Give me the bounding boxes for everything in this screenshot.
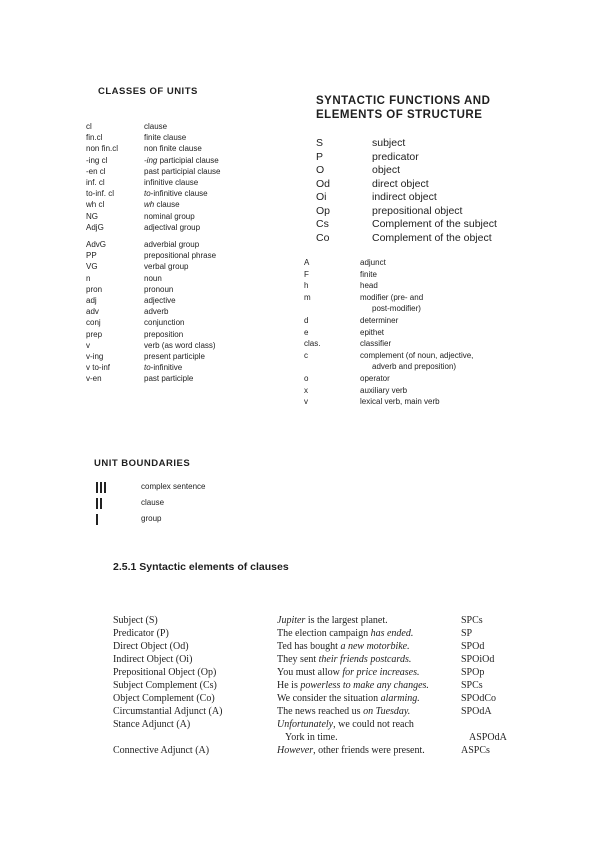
clause-pattern: SPOp — [461, 667, 485, 678]
unit-desc-italic: to — [144, 189, 151, 199]
element-row — [304, 327, 574, 339]
function-abbr: S — [316, 137, 324, 149]
function-row — [316, 151, 516, 165]
example-text: The election campaign — [277, 628, 371, 639]
clause-example — [277, 614, 461, 627]
element-abbr: m — [304, 292, 311, 302]
unit-desc — [144, 317, 286, 328]
element-abbr: v — [304, 397, 308, 407]
element-abbr: h — [304, 281, 309, 291]
clause-element-blank — [113, 731, 277, 744]
unit-row — [86, 188, 286, 199]
function-desc: direct object — [372, 177, 429, 190]
example-italic: alarming. — [380, 693, 420, 704]
function-abbr: Op — [316, 204, 331, 217]
example-italic: However — [277, 745, 314, 756]
example-text: The news reached us — [277, 706, 364, 717]
unit-row — [86, 261, 286, 272]
unit-desc — [144, 329, 286, 340]
clause-row — [113, 640, 529, 653]
unit-desc — [144, 306, 286, 317]
element-row-cont — [304, 303, 574, 315]
classes-of-units-heading: CLASSES OF UNITS — [98, 86, 198, 97]
unit-abbr: v — [86, 340, 90, 350]
classes-of-units-list — [86, 121, 286, 385]
unit-desc-text: clause — [154, 200, 180, 210]
example-text: is the largest planet. — [305, 615, 388, 626]
clause-element: Predicator (P) — [113, 628, 169, 639]
element-abbr: e — [304, 327, 309, 337]
example-italic: on Tuesday. — [363, 706, 411, 717]
example-text: , we could not reach — [333, 719, 414, 730]
unit-desc-text: adverb — [144, 307, 169, 317]
function-desc: Complement of the object — [372, 231, 492, 244]
element-desc: complement (of noun, adjective, — [360, 350, 474, 360]
boundary-label: clause — [141, 498, 165, 507]
unit-desc-italic: to — [144, 363, 151, 373]
unit-desc — [144, 250, 286, 261]
unit-abbr: v-ing — [86, 352, 104, 362]
boundary-row-complex-sentence — [96, 479, 205, 495]
element-desc: adjunct — [360, 258, 386, 267]
clause-element: Circumstantial Adjunct (A) — [113, 706, 223, 717]
unit-desc-text: adverbial group — [144, 240, 200, 250]
unit-desc-text: present participle — [144, 352, 205, 362]
element-desc-cont: post-modifier) — [372, 304, 421, 314]
element-desc: head — [360, 281, 378, 291]
unit-row — [86, 306, 286, 317]
unit-desc — [144, 284, 286, 295]
element-desc-cont: adverb and preposition) — [372, 362, 457, 372]
unit-abbr: AdjG — [86, 222, 104, 232]
example-text: We consider the situation — [277, 693, 381, 704]
clause-row — [113, 614, 529, 627]
unit-desc — [144, 351, 286, 362]
unit-desc-text: nominal group — [144, 211, 195, 221]
element-desc: epithet — [360, 327, 385, 337]
unit-abbr: n — [86, 273, 91, 283]
example-text: He is — [277, 680, 301, 691]
unit-desc-italic: wh — [144, 200, 155, 210]
clause-row-cont — [113, 731, 529, 744]
unit-desc-text: preposition — [144, 329, 184, 339]
element-desc: modifier (pre- and — [360, 292, 424, 302]
clause-element: Subject Complement (Cs) — [113, 680, 217, 691]
clause-example — [277, 653, 461, 666]
clause-example — [277, 666, 461, 679]
unit-desc — [144, 273, 286, 284]
clause-pattern: SPOdCo — [461, 693, 497, 704]
unit-row — [86, 351, 286, 362]
unit-desc — [144, 188, 286, 199]
element-abbr-blank — [304, 361, 360, 373]
unit-boundaries-list — [96, 479, 205, 527]
function-abbr: Od — [316, 177, 331, 190]
unit-boundaries-heading: UNIT BOUNDARIES — [94, 458, 191, 469]
example-italic: their friends postcards. — [318, 654, 412, 665]
function-desc: prepositional object — [372, 204, 463, 217]
unit-abbr: -ing cl — [86, 155, 108, 165]
unit-desc-text: finite clause — [144, 133, 187, 143]
unit-desc-text: non finite clause — [144, 144, 202, 154]
unit-desc — [144, 261, 286, 272]
element-abbr: c — [304, 350, 308, 360]
function-abbr: O — [316, 164, 325, 176]
function-row — [316, 137, 516, 151]
unit-desc-text: adjective — [144, 296, 176, 306]
element-row — [304, 338, 574, 350]
function-row — [316, 218, 516, 232]
element-row — [304, 385, 574, 397]
unit-desc — [144, 340, 286, 351]
unit-abbr: prep — [86, 329, 103, 339]
unit-abbr: cl — [86, 122, 92, 131]
element-row — [304, 269, 574, 281]
unit-row — [86, 239, 286, 250]
heading-line-2: ELEMENTS OF STRUCTURE — [316, 109, 483, 121]
structure-secondary-list — [304, 257, 574, 408]
example-italic: for price increases. — [342, 667, 420, 678]
example-italic: a new motorbike. — [340, 641, 410, 652]
unit-desc-text: -infinitive clause — [150, 189, 208, 199]
unit-abbr: non fin.cl — [86, 144, 119, 154]
structure-main-list — [316, 137, 516, 245]
unit-abbr: NG — [86, 211, 98, 221]
example-text: , other friends were present. — [313, 745, 425, 756]
unit-desc — [144, 143, 286, 154]
unit-row — [86, 362, 286, 373]
unit-abbr: adj — [86, 296, 97, 306]
unit-row — [86, 329, 286, 340]
element-abbr: A — [304, 258, 310, 267]
element-desc: finite — [360, 269, 377, 279]
element-row — [304, 396, 574, 408]
unit-row — [86, 166, 286, 177]
clause-example — [277, 679, 461, 692]
element-row — [304, 315, 574, 327]
unit-row — [86, 373, 286, 384]
clause-pattern: SPOdA — [461, 706, 492, 717]
element-desc: determiner — [360, 315, 399, 325]
unit-row — [86, 340, 286, 351]
unit-desc-text: past participial clause — [144, 166, 221, 176]
clause-row — [113, 718, 529, 731]
clause-element: Connective Adjunct (A) — [113, 745, 210, 756]
clause-example — [277, 705, 461, 718]
unit-desc-text: past participle — [144, 374, 194, 384]
section-title: 2.5.1 Syntactic elements of clauses — [113, 561, 289, 573]
clause-pattern: SPOiOd — [461, 654, 495, 665]
unit-desc — [144, 132, 286, 143]
element-row — [304, 292, 574, 304]
unit-abbr: fin.cl — [86, 133, 103, 143]
clause-pattern: SP — [461, 628, 473, 639]
unit-row — [86, 222, 286, 233]
unit-desc-text: verbal group — [144, 262, 189, 272]
function-desc: predicator — [372, 150, 419, 163]
unit-row — [86, 295, 286, 306]
element-desc: auxiliary verb — [360, 385, 408, 395]
boundary-row-group — [96, 511, 205, 527]
unit-row — [86, 143, 286, 154]
unit-desc — [144, 166, 286, 177]
unit-abbr: AdvG — [86, 240, 107, 250]
function-abbr: Co — [316, 231, 330, 244]
unit-desc-text: -infinitive — [150, 363, 183, 373]
function-row — [316, 164, 516, 178]
boundary-label: group — [141, 514, 162, 523]
clause-pattern: SPOd — [461, 641, 485, 652]
clause-row — [113, 666, 529, 679]
example-cont: York in time. — [285, 732, 338, 743]
clause-pattern: ASPOdA — [469, 732, 507, 743]
unit-row — [86, 199, 286, 210]
clause-pattern: ASPCs — [461, 745, 490, 756]
function-desc: Complement of the subject — [372, 218, 497, 230]
clause-element: Prepositional Object (Op) — [113, 667, 217, 678]
element-abbr: o — [304, 373, 309, 383]
example-italic: has ended. — [370, 628, 414, 639]
triple-bar-icon — [96, 482, 141, 493]
element-row — [304, 373, 574, 385]
unit-row — [86, 317, 286, 328]
element-row — [304, 257, 574, 269]
unit-desc-text: adjectival group — [144, 222, 201, 232]
function-row — [316, 232, 516, 246]
function-desc: subject — [372, 137, 406, 149]
function-desc: indirect object — [372, 191, 437, 203]
unit-row — [86, 132, 286, 143]
clause-element: Stance Adjunct (A) — [113, 719, 191, 730]
syntactic-functions-heading — [316, 94, 490, 122]
function-row — [316, 205, 516, 219]
element-abbr-blank — [304, 303, 360, 315]
heading-line-1: SYNTACTIC FUNCTIONS AND — [316, 95, 491, 107]
unit-desc-text: infinitive clause — [144, 178, 199, 188]
unit-desc-text: participial clause — [157, 155, 219, 165]
clause-row — [113, 692, 529, 705]
clause-row — [113, 653, 529, 666]
element-row-cont — [304, 361, 574, 373]
unit-desc-text: prepositional phrase — [144, 251, 217, 261]
example-italic: Unfortunately — [277, 719, 334, 730]
unit-desc — [144, 239, 286, 250]
element-abbr: d — [304, 315, 309, 325]
clause-example — [277, 744, 461, 757]
unit-row — [86, 250, 286, 261]
unit-abbr: -en cl — [86, 166, 106, 176]
unit-desc — [144, 199, 286, 210]
boundary-label: complex sentence — [141, 482, 206, 491]
clause-row — [113, 627, 529, 640]
clause-element: Direct Object (Od) — [113, 641, 189, 652]
clause-example — [277, 640, 461, 653]
unit-desc — [144, 177, 286, 188]
unit-abbr: VG — [86, 262, 98, 272]
example-text: They sent — [277, 654, 319, 665]
single-bar-icon — [96, 514, 141, 525]
element-desc: classifier — [360, 339, 392, 349]
unit-desc-italic: -ing — [144, 155, 158, 165]
function-abbr: P — [316, 150, 324, 163]
unit-abbr: pron — [86, 284, 103, 294]
element-row — [304, 280, 574, 292]
element-desc: lexical verb, main verb — [360, 397, 440, 407]
unit-desc-text: pronoun — [144, 284, 174, 294]
function-row — [316, 191, 516, 205]
element-desc: operator — [360, 373, 390, 383]
clause-row — [113, 679, 529, 692]
unit-row — [86, 273, 286, 284]
unit-abbr: adv — [86, 307, 99, 317]
unit-desc-text: clause — [144, 122, 168, 131]
unit-desc — [144, 222, 286, 233]
function-abbr: Cs — [316, 218, 329, 230]
unit-row — [86, 284, 286, 295]
clause-row — [113, 705, 529, 718]
clause-example — [277, 627, 461, 640]
element-abbr: F — [304, 269, 309, 279]
unit-abbr: PP — [86, 251, 97, 261]
function-abbr: Oi — [316, 191, 327, 203]
unit-abbr: v to-inf — [86, 363, 111, 373]
unit-row — [86, 155, 286, 166]
double-bar-icon — [96, 498, 141, 509]
clause-example — [277, 692, 461, 705]
clause-elements-table — [113, 614, 529, 757]
unit-desc — [144, 155, 286, 166]
unit-abbr: wh cl — [86, 200, 105, 210]
unit-desc-text: conjunction — [144, 318, 185, 328]
element-abbr: clas. — [304, 339, 321, 349]
function-desc: object — [372, 164, 401, 176]
example-text: Ted has bought — [277, 641, 341, 652]
unit-desc — [144, 121, 286, 132]
unit-row — [86, 121, 286, 132]
clause-element: Subject (S) — [113, 615, 158, 626]
example-italic: Jupiter — [277, 615, 306, 626]
unit-row — [86, 177, 286, 188]
unit-desc — [144, 211, 286, 222]
unit-desc — [144, 295, 286, 306]
example-text: You must allow — [277, 667, 343, 678]
element-abbr: x — [304, 385, 308, 395]
clause-element: Object Complement (Co) — [113, 693, 215, 704]
unit-desc — [144, 373, 286, 384]
boundary-row-clause — [96, 495, 205, 511]
unit-desc — [144, 362, 286, 373]
clause-pattern — [461, 718, 521, 731]
unit-abbr: v-en — [86, 374, 102, 384]
clause-example — [277, 718, 461, 731]
clause-row — [113, 744, 529, 757]
clause-element: Indirect Object (Oi) — [113, 654, 193, 665]
function-row — [316, 178, 516, 192]
unit-abbr: inf. cl — [86, 178, 105, 188]
clause-pattern: SPCs — [461, 615, 483, 626]
unit-row — [86, 211, 286, 222]
example-italic: powerless to make any changes. — [300, 680, 429, 691]
element-row — [304, 350, 574, 362]
unit-abbr: to-inf. cl — [86, 189, 115, 199]
unit-abbr: conj — [86, 318, 101, 328]
unit-desc-text: verb (as word class) — [144, 340, 216, 350]
clause-pattern: SPCs — [461, 680, 483, 691]
unit-desc-text: noun — [144, 273, 162, 283]
